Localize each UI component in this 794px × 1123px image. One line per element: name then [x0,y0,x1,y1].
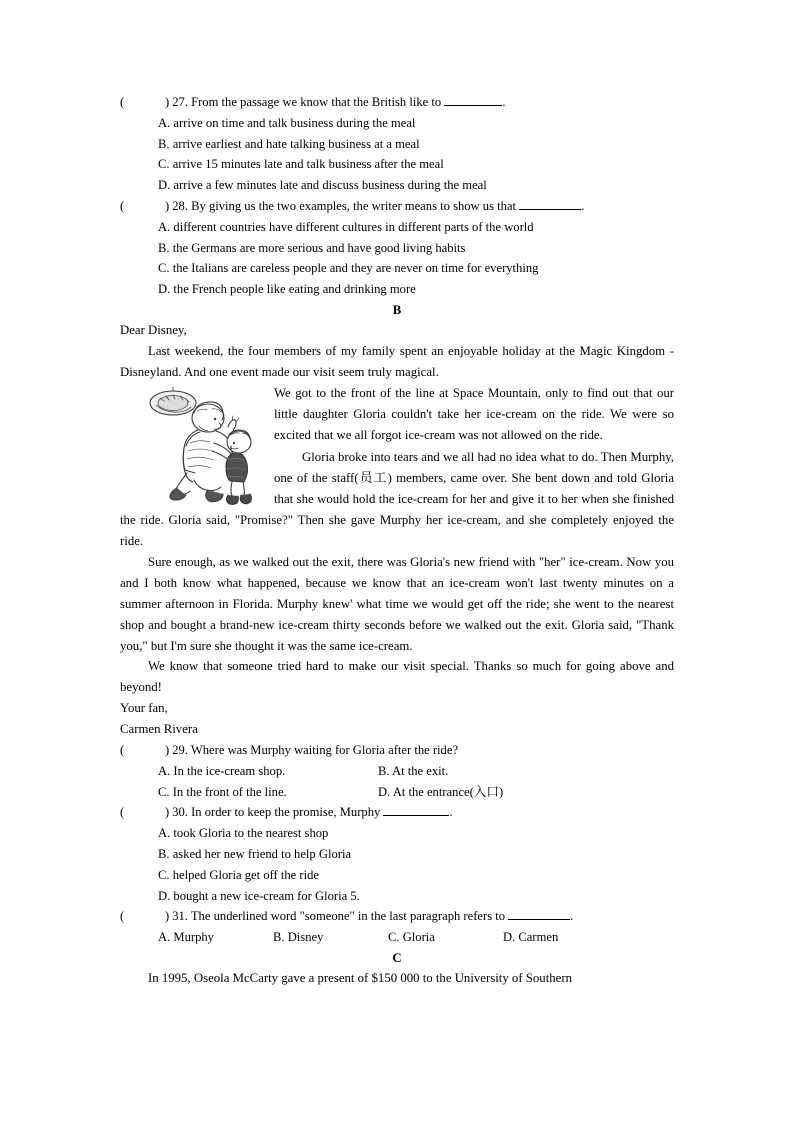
question-31-option-d: D. Carmen [503,930,559,945]
question-27-option-c: C. arrive 15 minutes late and talk business after the meal [158,157,444,172]
question-28-option-b: B. the Germans are more serious and have good living habits [158,240,466,255]
question-27-option-b: B. arrive earliest and hate talking business at a meal [158,136,420,151]
question-28-blank [519,209,581,210]
question-31-option-c: C. Gloria [388,930,435,945]
letter-figure-block [120,383,674,552]
section-b-heading: B [392,302,402,317]
question-31-option-a: A. Murphy [158,930,214,945]
question-31-option-b: B. Disney [273,930,324,945]
answer-bracket-open-30: ( [120,805,125,820]
letter-paragraph-2: We got to the front of the line at Space Mountain, only to find out that our little daughter Gloria couldn't take her ice-cream on the ride. We were so excited that we all forgot ice-cream was not allowed on the ride. [274,385,674,442]
letter-closing: Your fan, [120,701,168,716]
question-30-stem [120,802,674,823]
question-27-option-d: D. arrive a few minutes late and discuss business during the meal [158,178,487,193]
question-27-text [172,92,674,113]
question-28-stem-text: 28. By giving us the two examples, the writer means to show us that [172,198,520,213]
letter-paragraph-5: We know that someone tried hard to make our visit special. Thanks so much for going above and beyond! [120,659,674,695]
question-30-option-d: D. bought a new ice-cream for Gloria 5. [158,888,360,903]
question-28-stem-end: . [581,198,585,213]
question-31-stem [120,906,674,927]
question-31-stem-text: 31. The underlined word "someone" in the last paragraph refers to [172,909,509,924]
letter-paragraph-3: Gloria broke into tears and we all had no idea what to do. Then Murphy, one of the staff(员工) members, came over. She bent down and told Gloria that she would hold the ice-cream for her and give it to her when she finished the ride. Gloria said, "Promise?" Then she gave Murphy her ice-cream, and she completely enjoyed the ride. [120,450,674,549]
question-29-stem [120,740,674,761]
question-28-option-d: D. the French people like eating and drinking more [158,282,416,297]
question-27-stem-end: . [502,95,506,109]
question-30-text [172,802,674,823]
answer-bracket-close-28: ) [165,198,170,213]
page-content [120,92,674,989]
question-31-stem-end: . [570,909,574,924]
question-30-stem-text: 30. In order to keep the promise, Murphy [172,805,384,820]
question-27-stem [120,92,674,113]
question-27-stem-text: 27. From the passage we know that the British like to [172,95,445,109]
answer-bracket-open-29: ( [120,743,125,758]
answer-bracket-open-28: ( [120,198,125,213]
question-30-blank [383,815,449,816]
answer-bracket-close-29: ) [165,743,170,758]
question-28-text [172,196,674,217]
question-28-stem [120,196,674,217]
question-29-options-row-2 [158,782,674,803]
question-29-options-row-1 [158,761,674,782]
question-29-option-a: A. In the ice-cream shop. [158,763,286,778]
letter-signature: Carmen Rivera [120,722,198,737]
question-29-option-d: D. At the entrance(入口) [378,784,504,799]
question-29-text: 29. Where was Murphy waiting for Gloria after the ride? [172,743,459,758]
letter-paragraph-1: Last weekend, the four members of my family spent an enjoyable holiday at the Magic Kingdom - Disneyland. And one event made our visit seem truly magical. [120,343,674,379]
answer-bracket-open-27: ( [120,95,125,109]
question-28-option-c: C. the Italians are careless people and they are never on time for everything [158,261,539,276]
question-29-option-b: B. At the exit. [378,763,449,778]
question-31-options-row [158,927,674,948]
question-29-option-c: C. In the front of the line. [158,784,287,799]
answer-bracket-close-30: ) [165,805,170,820]
question-30-option-b: B. asked her new friend to help Gloria [158,847,352,862]
question-31-text [172,906,674,927]
answer-bracket-close-27: ) [165,95,170,109]
letter-salutation: Dear Disney, [120,322,187,337]
section-c-heading: C [392,951,402,966]
answer-bracket-close-31: ) [165,909,170,924]
question-28-option-a: A. different countries have different cultures in different parts of the world [158,219,534,234]
question-30-option-c: C. helped Gloria get off the ride [158,867,319,882]
question-30-option-a: A. took Gloria to the nearest shop [158,826,329,841]
question-27-option-a: A. arrive on time and talk business during the meal [158,115,416,130]
question-27-blank [444,105,502,106]
question-30-stem-end: . [449,805,453,820]
question-31-blank [508,919,570,920]
letter-paragraph-4: Sure enough, as we walked out the exit, there was Gloria's new friend with "her" ice-cream. Now you and I both know what happened, because we know that an ice-cream won't last twenty minutes on a summer afternoon in Florida. Murphy knew' what time we would get off the ride; she went to the nearest shop and bought a brand-new ice-cream thirty seconds before we walked out the exit. Gloria said, "Thank you," but I'm sure she thought it was the same ice-cream. [120,554,674,653]
answer-bracket-open-31: ( [120,909,125,924]
ice-cream-illustration [142,385,262,507]
section-c-paragraph-1: In 1995, Oseola McCarty gave a present of $150 000 to the University of Southern [148,971,572,986]
